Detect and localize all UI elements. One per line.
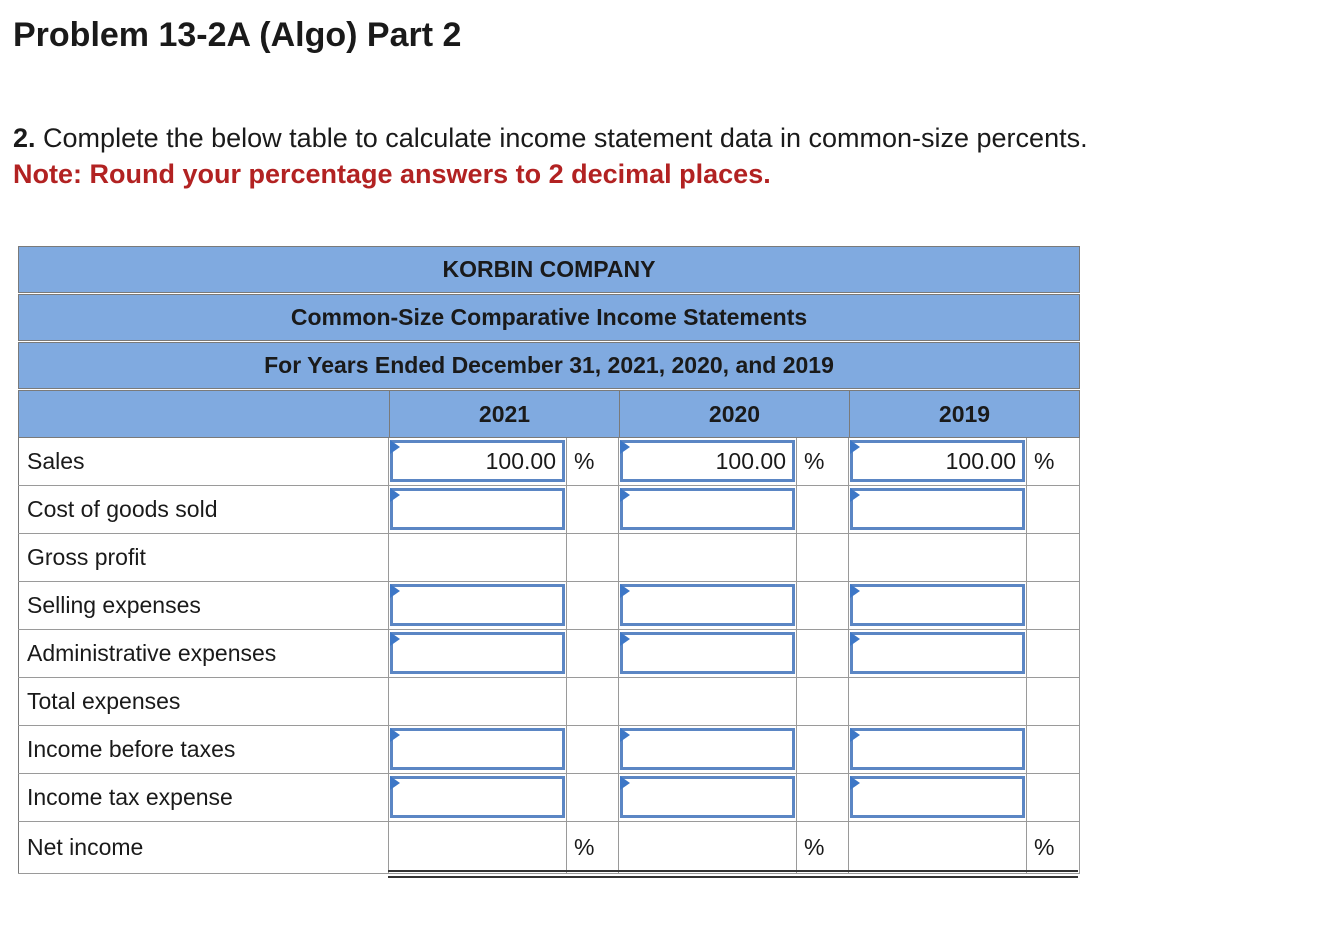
input-marker-icon — [850, 488, 860, 502]
input-marker-icon — [620, 584, 630, 598]
column-divider — [1079, 822, 1080, 873]
column-divider — [848, 438, 849, 485]
table-row — [18, 630, 1080, 678]
column-divider — [1026, 774, 1027, 821]
column-divider — [388, 486, 389, 533]
percent-input-2021[interactable] — [390, 776, 565, 818]
percent-input-2019[interactable] — [850, 488, 1025, 530]
page-title: Problem 13-2A (Algo) Part 2 — [13, 16, 462, 54]
column-divider — [566, 534, 567, 581]
column-divider — [848, 678, 849, 725]
input-marker-icon — [850, 632, 860, 646]
year-header-2021: 2021 — [389, 391, 619, 437]
column-divider — [566, 486, 567, 533]
input-marker-icon — [850, 776, 860, 790]
instructions — [13, 120, 1088, 192]
column-divider — [618, 534, 619, 581]
percent-sign: % — [1034, 834, 1055, 860]
row-label: Income tax expense — [18, 774, 389, 821]
input-marker-icon — [850, 728, 860, 742]
column-divider — [618, 726, 619, 773]
input-marker-icon — [850, 584, 860, 598]
column-divider — [1026, 582, 1027, 629]
row-label: Selling expenses — [18, 582, 389, 629]
column-divider — [566, 678, 567, 725]
column-divider — [566, 582, 567, 629]
row-label: Administrative expenses — [18, 630, 389, 677]
table-row — [18, 486, 1080, 534]
input-marker-icon — [620, 776, 630, 790]
column-divider — [848, 726, 849, 773]
column-divider — [566, 822, 567, 873]
row-label: Gross profit — [18, 534, 389, 581]
column-divider — [1026, 678, 1027, 725]
column-divider — [796, 582, 797, 629]
column-divider — [1079, 582, 1080, 629]
column-divider — [388, 582, 389, 629]
percent-input-2019[interactable]: 100.00 — [850, 440, 1025, 482]
table-row — [18, 678, 1080, 726]
company-name: KORBIN COMPANY — [18, 246, 1080, 293]
row-label: Income before taxes — [18, 726, 389, 773]
column-divider — [1026, 822, 1027, 873]
table-row — [18, 438, 1080, 486]
statement-period: For Years Ended December 31, 2021, 2020, and 2019 — [18, 342, 1080, 389]
input-marker-icon — [620, 440, 630, 454]
percent-input-2021[interactable] — [390, 728, 565, 770]
input-marker-icon — [390, 728, 400, 742]
row-label: Cost of goods sold — [18, 486, 389, 533]
column-divider — [618, 438, 619, 485]
statement-title: Common-Size Comparative Income Statements — [18, 294, 1080, 341]
table-row — [18, 774, 1080, 822]
column-divider — [1079, 630, 1080, 677]
percent-sign: % — [804, 448, 825, 474]
percent-sign: % — [1034, 448, 1055, 474]
percent-input-2019[interactable] — [850, 584, 1025, 626]
year-header-2019: 2019 — [849, 391, 1079, 437]
column-divider — [388, 630, 389, 677]
column-divider — [796, 534, 797, 581]
double-underline — [848, 870, 1078, 878]
row-label: Sales — [18, 438, 389, 485]
column-divider — [848, 822, 849, 873]
column-divider — [796, 438, 797, 485]
table-row — [18, 726, 1080, 774]
column-divider — [1079, 678, 1080, 725]
column-divider — [848, 486, 849, 533]
instruction-text: Complete the below table to calculate income statement data in common-size percents. — [43, 123, 1088, 153]
percent-input-2020[interactable] — [620, 632, 795, 674]
table-row — [18, 582, 1080, 630]
column-divider — [848, 774, 849, 821]
column-divider — [388, 822, 389, 873]
column-divider — [1026, 534, 1027, 581]
column-divider — [618, 582, 619, 629]
double-underline — [618, 870, 848, 878]
column-divider — [1026, 726, 1027, 773]
column-divider — [618, 822, 619, 873]
year-header-row — [18, 390, 1080, 438]
percent-input-2020[interactable] — [620, 728, 795, 770]
instruction-note: Note: Round your percentage answers to 2 decimal places. — [13, 159, 771, 189]
column-divider — [618, 774, 619, 821]
column-divider — [388, 726, 389, 773]
year-header-2020: 2020 — [619, 391, 849, 437]
input-marker-icon — [390, 440, 400, 454]
input-marker-icon — [390, 776, 400, 790]
input-marker-icon — [620, 488, 630, 502]
percent-input-2020[interactable] — [620, 584, 795, 626]
column-divider — [848, 630, 849, 677]
percent-sign: % — [804, 834, 825, 860]
percent-input-2021[interactable]: 100.00 — [390, 440, 565, 482]
percent-input-2021[interactable] — [390, 584, 565, 626]
column-divider — [388, 678, 389, 725]
percent-input-2019[interactable] — [850, 632, 1025, 674]
column-divider — [566, 774, 567, 821]
column-divider — [1079, 486, 1080, 533]
column-divider — [566, 726, 567, 773]
column-divider — [848, 582, 849, 629]
column-divider — [796, 486, 797, 533]
column-divider — [566, 630, 567, 677]
column-divider — [1026, 630, 1027, 677]
column-divider — [388, 774, 389, 821]
column-divider — [618, 678, 619, 725]
percent-sign: % — [574, 448, 595, 474]
input-marker-icon — [850, 440, 860, 454]
column-divider — [388, 534, 389, 581]
percent-input-2020[interactable] — [620, 776, 795, 818]
input-marker-icon — [620, 632, 630, 646]
input-marker-icon — [390, 584, 400, 598]
column-divider — [388, 438, 389, 485]
double-underline — [388, 870, 618, 878]
column-divider — [1079, 774, 1080, 821]
column-divider — [796, 726, 797, 773]
percent-input-2020[interactable]: 100.00 — [620, 440, 795, 482]
percent-sign: % — [574, 834, 595, 860]
column-divider — [618, 486, 619, 533]
column-divider — [618, 630, 619, 677]
row-label: Total expenses — [18, 678, 389, 725]
input-marker-icon — [390, 632, 400, 646]
column-divider — [566, 438, 567, 485]
percent-input-2020[interactable] — [620, 488, 795, 530]
input-marker-icon — [620, 728, 630, 742]
column-divider — [796, 822, 797, 873]
column-divider — [1026, 486, 1027, 533]
input-marker-icon — [390, 488, 400, 502]
column-divider — [796, 678, 797, 725]
column-divider — [796, 774, 797, 821]
percent-input-2019[interactable] — [850, 776, 1025, 818]
column-divider — [1079, 438, 1080, 485]
instruction-number: 2. — [13, 123, 36, 153]
table-row — [18, 534, 1080, 582]
table-row — [18, 822, 1080, 874]
column-divider — [1026, 438, 1027, 485]
percent-input-2019[interactable] — [850, 728, 1025, 770]
percent-input-2021[interactable] — [390, 632, 565, 674]
column-divider — [848, 534, 849, 581]
percent-input-2021[interactable] — [390, 488, 565, 530]
column-divider — [796, 630, 797, 677]
column-divider — [1079, 534, 1080, 581]
row-label: Net income — [18, 822, 389, 873]
column-divider — [1079, 726, 1080, 773]
